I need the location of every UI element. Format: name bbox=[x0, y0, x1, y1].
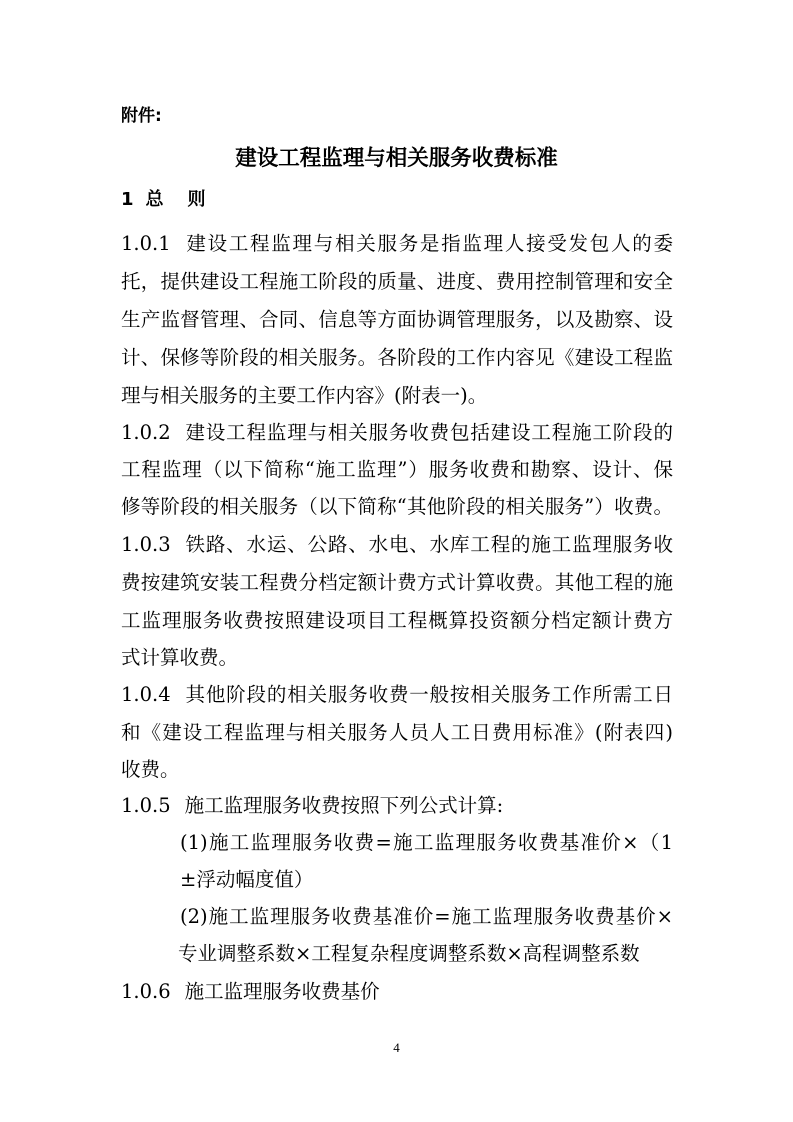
section-number: 1 bbox=[121, 189, 134, 210]
clause-1-0-1-line-3: 生产监督管理、合同、信息等方面协调管理服务，以及勘察、设 bbox=[121, 308, 673, 331]
clause-1-0-1-line-2: 托，提供建设工程施工阶段的质量、进度、费用控制管理和安全 bbox=[121, 270, 673, 293]
clause-number: 1.0.2 bbox=[121, 421, 171, 444]
clause-1-0-3-line-1 bbox=[121, 530, 673, 560]
section-title-word-2: 则 bbox=[187, 189, 206, 210]
section-heading bbox=[121, 186, 206, 214]
clause-1-0-1-line-4: 计、保修等阶段的相关服务。各阶段的工作内容见《建设工程监 bbox=[121, 346, 673, 369]
clause-1-0-2-line-2: 工程监理（以下简称“施工监理”）服务收费和勘察、设计、保 bbox=[121, 458, 673, 481]
clause-1-0-6-line-1 bbox=[121, 977, 380, 1007]
clause-text: 铁路、水运、公路、水电、水库工程的施工监理服务收 bbox=[184, 533, 673, 556]
clause-1-0-3-line-3: 工监理服务收费按照建设项目工程概算投资额分档定额计费方 bbox=[121, 609, 673, 632]
clause-text: 施工监理服务收费基价 bbox=[184, 980, 380, 1003]
document-title: 建设工程监理与相关服务收费标准 bbox=[235, 146, 558, 171]
clause-1-0-4-line-1 bbox=[121, 680, 673, 710]
clause-number: 1.0.5 bbox=[121, 794, 171, 817]
formula-1-line-1: (1)施工监理服务收费=施工监理服务收费基准价×（1 bbox=[180, 831, 673, 854]
clause-text: 建设工程监理与相关服务是指监理人接受发包人的委 bbox=[184, 232, 673, 255]
clause-number: 1.0.4 bbox=[121, 683, 171, 706]
formula-1-line-2: ±浮动幅度值） bbox=[180, 868, 314, 891]
clause-1-0-4-line-2: 和《建设工程监理与相关服务人员人工日费用标准》(附表四) bbox=[121, 721, 673, 744]
clause-number: 1.0.3 bbox=[121, 533, 171, 556]
clause-1-0-1-line-5: 理与相关服务的主要工作内容》(附表一)。 bbox=[121, 384, 488, 407]
clause-text: 其他阶段的相关服务收费一般按相关服务工作所需工日 bbox=[184, 683, 673, 706]
formula-2-line-1: (2)施工监理服务收费基准价=施工监理服务收费基价× bbox=[180, 905, 673, 928]
clause-1-0-2-line-3: 修等阶段的相关服务（以下简称“其他阶段的相关服务”）收费。 bbox=[121, 495, 673, 518]
page-number: 4 bbox=[393, 1040, 400, 1055]
attachment-label: 附件: bbox=[121, 106, 162, 126]
clause-1-0-3-line-2: 费按建筑安装工程费分档定额计费方式计算收费。其他工程的施 bbox=[121, 571, 673, 594]
clause-1-0-2-line-1 bbox=[121, 418, 673, 448]
clause-number: 1.0.1 bbox=[121, 232, 171, 255]
clause-text: 施工监理服务收费按照下列公式计算: bbox=[184, 794, 504, 817]
clause-1-0-3-line-4: 式计算收费。 bbox=[121, 646, 239, 669]
clause-1-0-5-line-1 bbox=[121, 791, 503, 821]
formula-2-line-2: 专业调整系数×工程复杂程度调整系数×高程调整系数 bbox=[178, 942, 640, 965]
clause-number: 1.0.6 bbox=[121, 980, 171, 1003]
clause-text: 建设工程监理与相关服务收费包括建设工程施工阶段的 bbox=[184, 421, 673, 444]
section-title-word-1: 总 bbox=[145, 189, 164, 210]
clause-1-0-1-line-1 bbox=[121, 229, 673, 259]
clause-1-0-4-line-3: 收费。 bbox=[121, 758, 180, 781]
